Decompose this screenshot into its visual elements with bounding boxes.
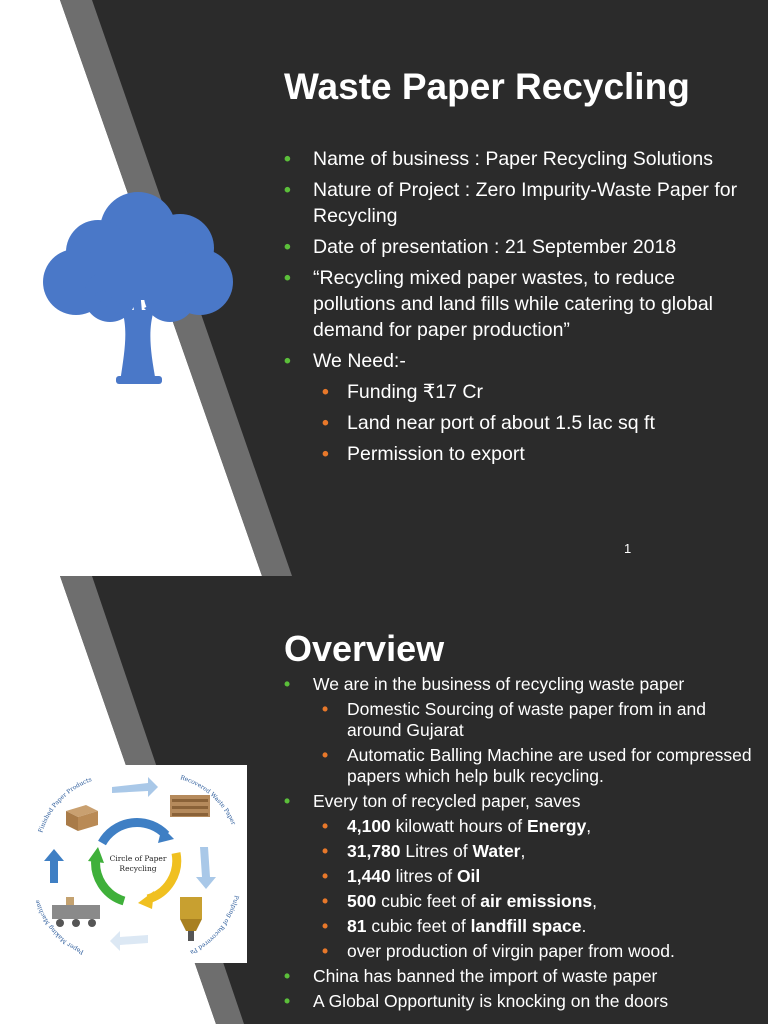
saves-air-bullet: • 500 cubic feet of air emissions,	[284, 891, 754, 912]
balling-machine-bullet: • Automatic Balling Machine are used for compressed papers which help bulk recycling.	[284, 745, 754, 787]
virgin-paper-bullet: • over production of virgin paper from wood.	[284, 941, 754, 962]
label-paper-machine: Paper Making Machine	[33, 898, 85, 956]
slide-2-bullet-list	[284, 674, 754, 1016]
left-arrow-icon	[44, 849, 64, 883]
cardboard-box-icon	[66, 805, 98, 831]
label-finished-products: Finished Paper Products	[37, 776, 93, 834]
sourcing-bullet: • Domestic Sourcing of waste paper from in and around Gujarat	[284, 699, 754, 741]
saves-intro-bullet: • Every ton of recycled paper, saves	[284, 791, 754, 812]
slide-2	[0, 576, 768, 1024]
pulping-machine-icon	[180, 897, 202, 941]
inner-yellow-arrowhead	[138, 891, 154, 909]
we-need-bullet: • We Need:-	[284, 348, 754, 374]
page-number: 1	[624, 541, 632, 556]
china-ban-bullet: • China has banned the import of waste paper	[284, 966, 754, 987]
presentation-date-bullet: • Date of presentation : 21 September 2018	[284, 234, 754, 260]
label-pulping: Pulping of Recovered Pa	[188, 894, 240, 956]
project-nature-bullet: • Nature of Project : Zero Impurity-Waste Paper for Recycling	[284, 177, 754, 229]
paper-bales-icon	[170, 795, 210, 817]
inner-green-arrowhead	[88, 847, 104, 863]
mission-quote-bullet: • “Recycling mixed paper wastes, to reduce pollutions and land fills while catering to global demand for paper production”	[284, 265, 754, 343]
business-name-bullet: • Name of business : Paper Recycling Solutions	[284, 146, 754, 172]
global-opportunity-bullet: • A Global Opportunity is knocking on the doors	[284, 991, 754, 1012]
need-permission-bullet: • Permission to export	[284, 441, 754, 467]
slide-2-title: Overview	[284, 628, 445, 669]
need-funding-bullet: • Funding ₹17 Cr	[284, 379, 754, 405]
inner-blue-arc	[102, 822, 166, 843]
bottom-arrow-icon	[110, 931, 148, 951]
circle-center-line-2: Recycling	[119, 864, 157, 873]
need-land-bullet: • Land near port of about 1.5 lac sq ft	[284, 410, 754, 436]
slide-1-title: Waste Paper Recycling	[284, 66, 690, 107]
saves-water-bullet: • 31,780 Litres of Water,	[284, 841, 754, 862]
saves-energy-bullet: • 4,100 kilowatt hours of Energy,	[284, 816, 754, 837]
slide-1-bullet-list	[284, 146, 754, 472]
tree-icon	[40, 190, 240, 390]
paper-making-machine-icon	[52, 897, 100, 927]
recycling-circle-diagram	[30, 765, 247, 963]
label-recovered-waste: Recovered Waste Paper	[179, 774, 237, 827]
recycling-circle-graphic	[30, 765, 247, 963]
saves-landfill-bullet: • 81 cubic feet of landfill space.	[284, 916, 754, 937]
right-arrow-icon	[196, 847, 216, 889]
circle-center-line-1: Circle of Paper	[109, 854, 167, 863]
top-arrow-icon	[112, 777, 158, 797]
saves-oil-bullet: • 1,440 litres of Oil	[284, 866, 754, 887]
business-bullet: • We are in the business of recycling waste paper	[284, 674, 754, 695]
